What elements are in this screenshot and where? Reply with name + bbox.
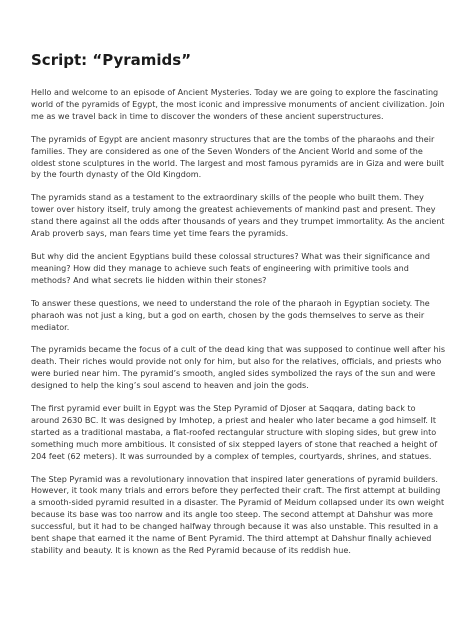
paragraph-pyramids-definition: The pyramids of Egypt are ancient masonry structures that are the tombs of the pharaohs and their families. They are considered as one of the Seven Wonders of the Ancient World and some of the oldest stone sculptures in the world. The largest and most famous pyramids are in Giza and were built by the fourth dynasty of the Old Kingdom.	[31, 134, 445, 180]
paragraph-questions: But why did the ancient Egyptians build these colossal structures? What was their significance and meaning? How did they manage to achieve such feats of engineering with primitive tools and methods? And what secrets lie hidden within their stones?	[31, 251, 430, 285]
paragraph-step-pyramid: The first pyramid ever built in Egypt was the Step Pyramid of Djoser at Saqqara, dating back to around 2630 BC. It was designed by Imhotep, a priest and healer who later became a god himself. It started as a traditional mastaba, a flat-roofed rectangular structure with sloping sides, but grew into something much more ambitious. It consisted of six stepped layers of stone that reached a height of 204 feet (62 meters). It was surrounded by a complex of temples, courtyards, shrines, and statues.	[31, 404, 438, 461]
paragraph-pharaoh-role: To answer these questions, we need to understand the role of the pharaoh in Egyptian society. The pharaoh was not just a king, but a god on earth, chosen by the gods themselves to serve as their mediator.	[31, 298, 430, 332]
document-title: Script: “Pyramids”	[31, 51, 192, 69]
paragraph-cult-of-king: The pyramids became the focus of a cult of the dead king that was supposed to continue well after his death. Their riches would provide not only for him, but also for the relatives, officials, and priests who were buried near him. The pyramid’s smooth, angled sides symbolized the rays of the sun and were designed to help the king’s soul ascend to heaven and join the gods.	[31, 345, 446, 391]
document-page	[31, 50, 446, 568]
paragraph-testament: The pyramids stand as a testament to the extraordinary skills of the people who built them. They tower over history itself, truly among the greatest achievements of mankind past and present. They stand there against all the odds after thousands of years and they trumpet immortality. As the ancient Arab proverb says, man fears time yet time fears the pyramids.	[31, 193, 445, 239]
paragraph-intro: Hello and welcome to an episode of Ancient Mysteries. Today we are going to explore the fascinating world of the pyramids of Egypt, the most iconic and impressive monuments of ancient civilization. Join me as we travel back in time to discover the wonders of these ancient superstructures.	[31, 88, 445, 121]
paragraph-innovation: The Step Pyramid was a revolutionary innovation that inspired later generations of pyramid builders. However, it took many trials and errors before they perfected their craft. The first attempt at building a smooth-sided pyramid resulted in a disaster. The Pyramid of Meidum collapsed under its own weight because its base was too narrow and its angle too steep. The second attempt at Dahshur was more successful, but it had to be changed halfway through because it was also unstable. This resulted in a bent shape that earned it the name of Bent Pyramid. The third attempt at Dahshur finally achieved stability and beauty. It is known as the Red Pyramid because of its reddish hue.	[31, 474, 445, 555]
